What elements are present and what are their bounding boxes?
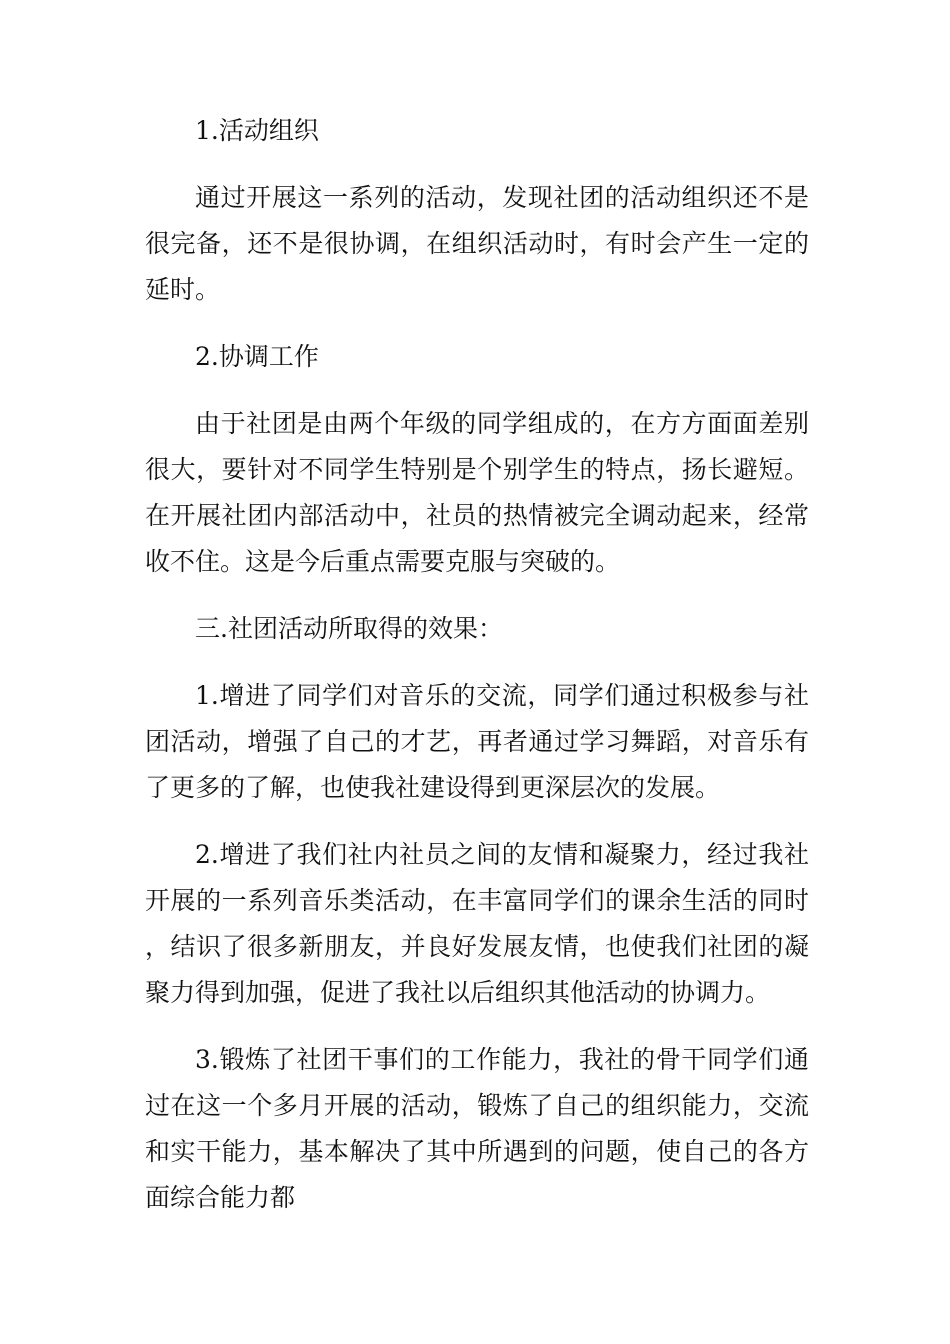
paragraph-activity-organization: 通过开展这一系列的活动，发现社团的活动组织还不是很完备，还不是很协调，在组织活动时，有时会产生一定的延时。 xyxy=(145,183,809,304)
paragraph-result-friendship: 2.增进了我们社内社员之间的友情和凝聚力，经过我社开展的一系列音乐类活动，在丰富同学们的课余生活的同时，结识了很多新朋友，并良好发展友情，也使我们社团的凝聚力得到加强，促进了我社以后组织其他活动的协调力。 xyxy=(145,840,809,1007)
section-heading-coordination: 2.协调工作 xyxy=(195,342,319,371)
section-heading-results: 三.社团活动所取得的效果： xyxy=(195,614,503,643)
paragraph-result-ability: 3.锻炼了社团干事们的工作能力，我社的骨干同学们通过在这一个多月开展的活动，锻炼了自己的组织能力，交流和实干能力，基本解决了其中所遇到的问题，使自己的各方面综合能力都 xyxy=(145,1045,809,1212)
section-heading-activity-organization: 1.活动组织 xyxy=(195,116,319,145)
paragraph-result-music-exchange: 1.增进了同学们对音乐的交流，同学们通过积极参与社团活动，增强了自己的才艺，再者通过学习舞蹈，对音乐有了更多的了解，也使我社建设得到更深层次的发展。 xyxy=(145,681,809,802)
paragraph-coordination: 由于社团是由两个年级的同学组成的，在方方面面差别很大，要针对不同学生特别是个别学生的特点，扬长避短。在开展社团内部活动中，社员的热情被完全调动起来，经常收不住。这是今后重点需要克服与突破的。 xyxy=(145,409,809,576)
document-body xyxy=(145,108,809,1242)
